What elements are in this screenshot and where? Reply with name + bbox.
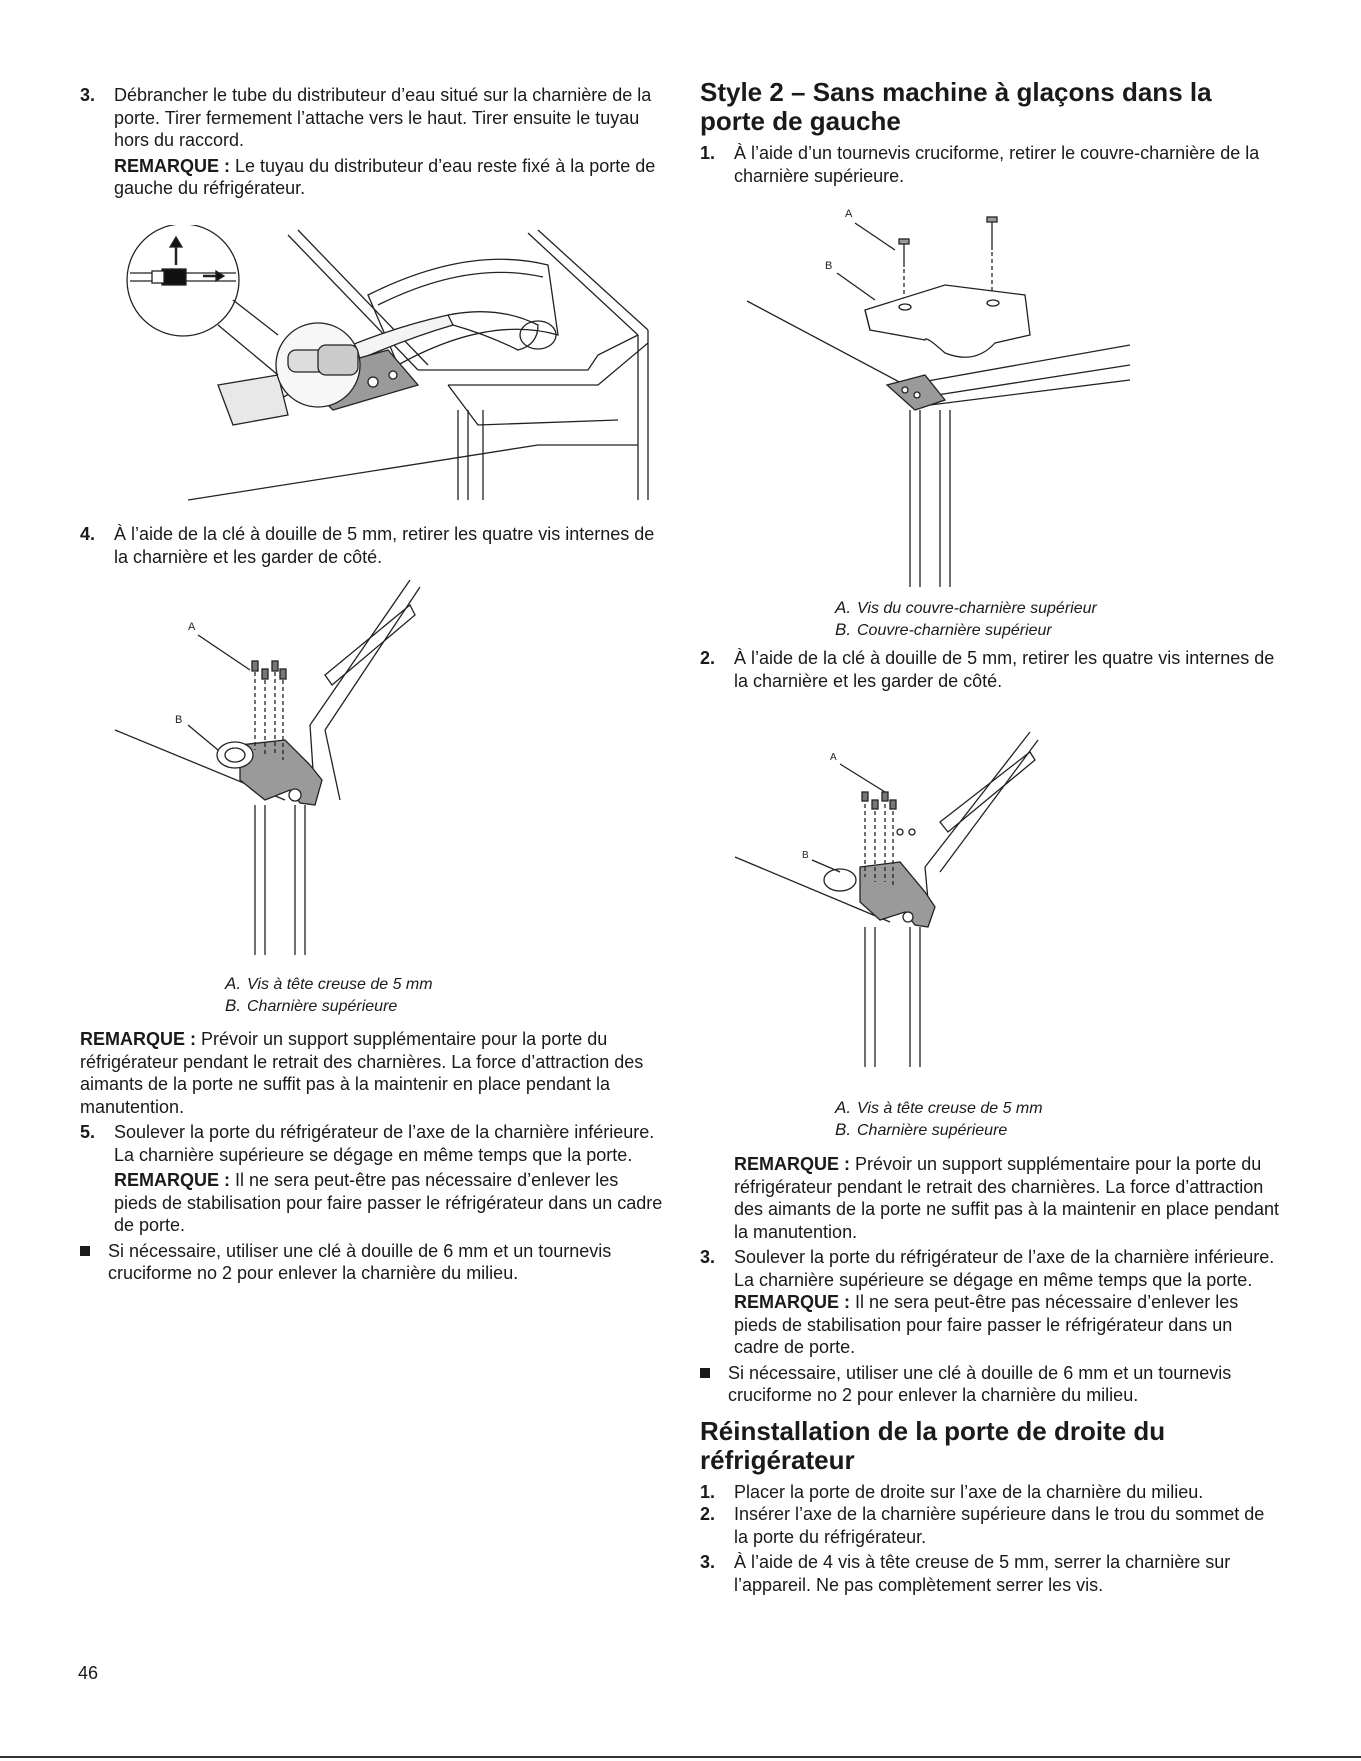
step-text: Placer la porte de droite sur l’axe de la charnière du milieu.: [734, 1481, 1204, 1502]
figure-hinge-screws-right: [730, 712, 1060, 1072]
label-a: A: [830, 752, 837, 763]
remark-label: REMARQUE :: [80, 1029, 196, 1049]
step-text: Débrancher le tube du distributeur d’eau situé sur la charnière de la porte. Tirer fermement l’attache vers le haut. Tirer ensuite le tuyau hors du raccord.: [114, 85, 652, 150]
remark-support: [80, 1028, 665, 1118]
step-number: 3.: [700, 1247, 716, 1267]
remark-label: REMARQUE :: [734, 1154, 850, 1174]
bullet-square-icon: [80, 1246, 90, 1256]
step-number: 4.: [80, 524, 96, 544]
figure-hinge-cover: [745, 205, 1135, 590]
water-tube-illustration: [118, 225, 658, 505]
hinge-screws-right-illustration: [730, 712, 1060, 1072]
step-text: À l’aide de la clé à douille de 5 mm, retirer les quatre vis internes de la charnière et les garder de côté.: [734, 648, 1275, 691]
bottom-rule: [0, 1756, 1361, 1758]
step-text: Soulever la porte du réfrigérateur de l’axe de la charnière inférieure. La charnière supérieure se dégage en même temps que la porte.: [114, 1122, 655, 1165]
step-text: Soulever la porte du réfrigérateur de l’axe de la charnière inférieure. La charnière supérieure se dégage en même temps que la porte.: [734, 1247, 1275, 1290]
bullet-middle-hinge-right: [700, 1362, 1280, 1407]
right-column-step-2: [700, 647, 1280, 692]
label-a: A: [845, 208, 853, 220]
step-number: 1.: [700, 143, 716, 163]
left-column-bottom: [80, 1028, 665, 1285]
step-3-lift-door: [700, 1246, 1280, 1291]
bullet-square-icon: [700, 1368, 710, 1378]
bullet-middle-hinge: [80, 1240, 665, 1285]
remark-text: Prévoir un support supplémentaire pour la porte du réfrigérateur pendant le retrait des charnières. La force d’attraction des aimants de la porte ne suffit pas à la maintenir en place pendant la manutention.: [734, 1154, 1280, 1242]
note-text: Le tuyau du distributeur d’eau reste fixé à la porte de gauche du réfrigérateur.: [114, 155, 656, 198]
note-label: REMARQUE :: [114, 1170, 230, 1190]
reinstall-step-2: [700, 1503, 1280, 1548]
hinge-screws-illustration: [110, 575, 480, 960]
step-5-note: [80, 1169, 665, 1237]
label-a: A: [188, 621, 196, 633]
left-column-step-4: [80, 523, 665, 568]
label-b: B: [175, 714, 183, 726]
step-number: 3.: [700, 1552, 716, 1572]
reinstall-step-1: [700, 1481, 1280, 1504]
step-2-remove-screws: [700, 647, 1280, 692]
caption-a: A. Vis à tête creuse de 5 mm: [225, 974, 433, 993]
caption-a: A. Vis du couvre-charnière supérieur: [835, 598, 1097, 617]
remark-support-right: [700, 1153, 1280, 1243]
step-text: À l’aide d’un tournevis cruciforme, retirer le couvre-charnière de la charnière supérieure.: [734, 143, 1260, 186]
figure-4-caption: [835, 1097, 1155, 1141]
remark-text: Prévoir un support supplémentaire pour la porte du réfrigérateur pendant le retrait des charnières. La force d’attraction des aimants de la porte ne suffit pas à la maintenir en place pendant la manutention.: [80, 1029, 644, 1117]
bullet-text: Si nécessaire, utiliser une clé à douille de 6 mm et un tournevis cruciforme no 2 pour enlever la charnière du milieu.: [108, 1240, 612, 1283]
figure-2-caption: [225, 973, 525, 1017]
left-column: [80, 84, 665, 200]
step-number: 3.: [80, 85, 96, 105]
label-b: B: [802, 850, 809, 861]
caption-b: B. Charnière supérieure: [835, 1120, 1008, 1139]
note-label: REMARQUE :: [734, 1292, 850, 1312]
step-3-disconnect-tube: [80, 84, 665, 152]
step-3-note: [700, 1291, 1280, 1359]
caption-a: A. Vis à tête creuse de 5 mm: [835, 1098, 1043, 1117]
label-b: B: [825, 260, 833, 272]
step-text: À l’aide de la clé à douille de 5 mm, retirer les quatre vis internes de la charnière et les garder de côté.: [114, 524, 655, 567]
step-number: 1.: [700, 1481, 716, 1502]
step-5-lift-door: [80, 1121, 665, 1166]
note-text: Il ne sera peut-être pas nécessaire d’enlever les pieds de stabilisation pour faire passer le réfrigérateur dans un cadre de porte.: [114, 1170, 663, 1235]
right-column-top: [700, 78, 1280, 187]
step-text: À l’aide de 4 vis à tête creuse de 5 mm, serrer la charnière sur l’appareil. Ne pas complètement serrer les vis.: [734, 1552, 1231, 1595]
section-heading-reinstall: Réinstallation de la porte de droite du réfrigérateur: [700, 1415, 1166, 1475]
bullet-text: Si nécessaire, utiliser une clé à douille de 6 mm et un tournevis cruciforme no 2 pour enlever la charnière du milieu.: [728, 1362, 1232, 1405]
note-text: Il ne sera peut-être pas nécessaire d’enlever les pieds de stabilisation pour faire passer le réfrigérateur dans un cadre de porte.: [734, 1292, 1239, 1357]
step-text: Insérer l’axe de la charnière supérieure dans le trou du sommet de la porte du réfrigérateur.: [734, 1504, 1265, 1547]
caption-b: B. Charnière supérieure: [225, 996, 398, 1015]
step-number: 2.: [700, 648, 716, 668]
step-4-remove-screws: [80, 523, 665, 568]
page-number: 46: [78, 1663, 99, 1683]
step-number: 2.: [700, 1504, 716, 1524]
note-label: REMARQUE :: [114, 155, 230, 176]
hinge-cover-illustration: [745, 205, 1135, 590]
figure-water-tube-hinge: [118, 225, 658, 505]
figure-hinge-screws-left: [110, 575, 480, 960]
section-heading-style-2: Style 2 – Sans machine à glaçons dans la porte de gauche: [700, 77, 1212, 136]
step-number: 5.: [80, 1122, 96, 1142]
reinstall-step-3: [700, 1551, 1280, 1596]
caption-b: B. Couvre-charnière supérieur: [835, 620, 1052, 639]
step-1-remove-cover: [700, 142, 1280, 187]
figure-3-caption: [835, 597, 1155, 641]
right-column-bottom: [700, 1153, 1280, 1596]
step-3-note: [80, 155, 665, 200]
